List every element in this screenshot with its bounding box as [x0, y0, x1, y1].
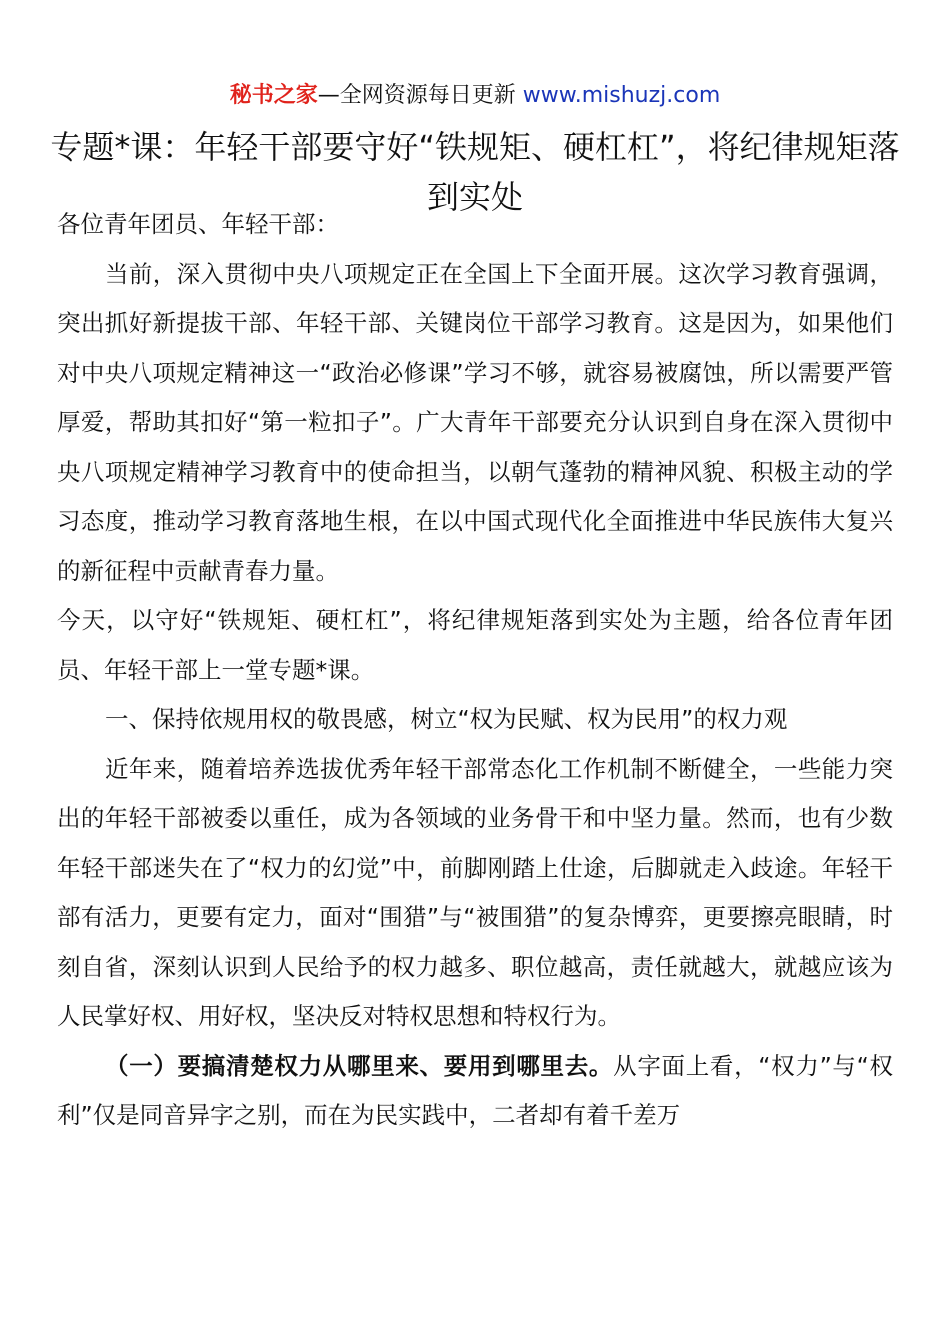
site-header	[0, 80, 950, 112]
site-brand: 秘书之家	[229, 83, 318, 108]
body-paragraph: 当前，深入贯彻中央八项规定正在全国上下全面开展。这次学习教育强调，突出抓好新提拔干部、年轻干部、关键岗位干部学习教育。这是因为，如果他们对中央八项规定精神这一“政治必修课”学习不够，就容易被腐蚀，所以需要严管厚爱，帮助其扣好“第一粒扣子”。广大青年干部要充分认识到自身在深入贯彻中央八项规定精神学习教育中的使命担当，以朝气蓬勃的精神风貌、积极主动的学习态度，推动学习教育落地生根，在以中国式现代化全面推进中华民族伟大复兴的新征程中贡献青春力量。	[57, 259, 893, 585]
body-paragraph: 今天，以守好“铁规矩、硬杠杠”，将纪律规矩落到实处为主题，给各位青年团员、年轻干部上一堂专题*课。	[57, 606, 893, 684]
document-body	[57, 200, 893, 1141]
subsection-heading: （一）要搞清楚权力从哪里来、要用到哪里去。	[105, 1051, 614, 1080]
section-heading: 一、保持依规用权的敬畏感，树立“权为民赋、权为民用”的权力观	[105, 705, 788, 733]
site-tagline: —全网资源每日更新	[317, 83, 516, 108]
subsection-paragraph	[57, 1042, 893, 1141]
body-paragraph: 近年来，随着培养选拔优秀年轻干部常态化工作机制不断健全，一些能力突出的年轻干部被委以重任，成为各领域的业务骨干和中坚力量。然而，也有少数年轻干部迷失在了“权力的幻觉”中，前脚刚踏上仕途，后脚就走入歧途。年轻干部有活力，更要有定力，面对“围猎”与“被围猎”的复杂博弈，更要擦亮眼睛，时刻自省，深刻认识到人民给予的权力越多、职位越高，责任就越大，就越应该为人民掌好权、用好权，坚决反对特权思想和特权行为。	[57, 754, 893, 1030]
subsection-text: 从字面上看，“权力”与“权利”仅是同音异字之别，而在为民实践中，二者却有着千差万	[57, 1051, 894, 1129]
document-title: 专题*课：年轻干部要守好“铁规矩、硬杠杠”，将纪律规矩落到实处	[50, 128, 900, 216]
salutation: 各位青年团员、年轻干部：	[57, 210, 339, 238]
site-url-link[interactable]: www.mishuzj.com	[522, 83, 721, 108]
